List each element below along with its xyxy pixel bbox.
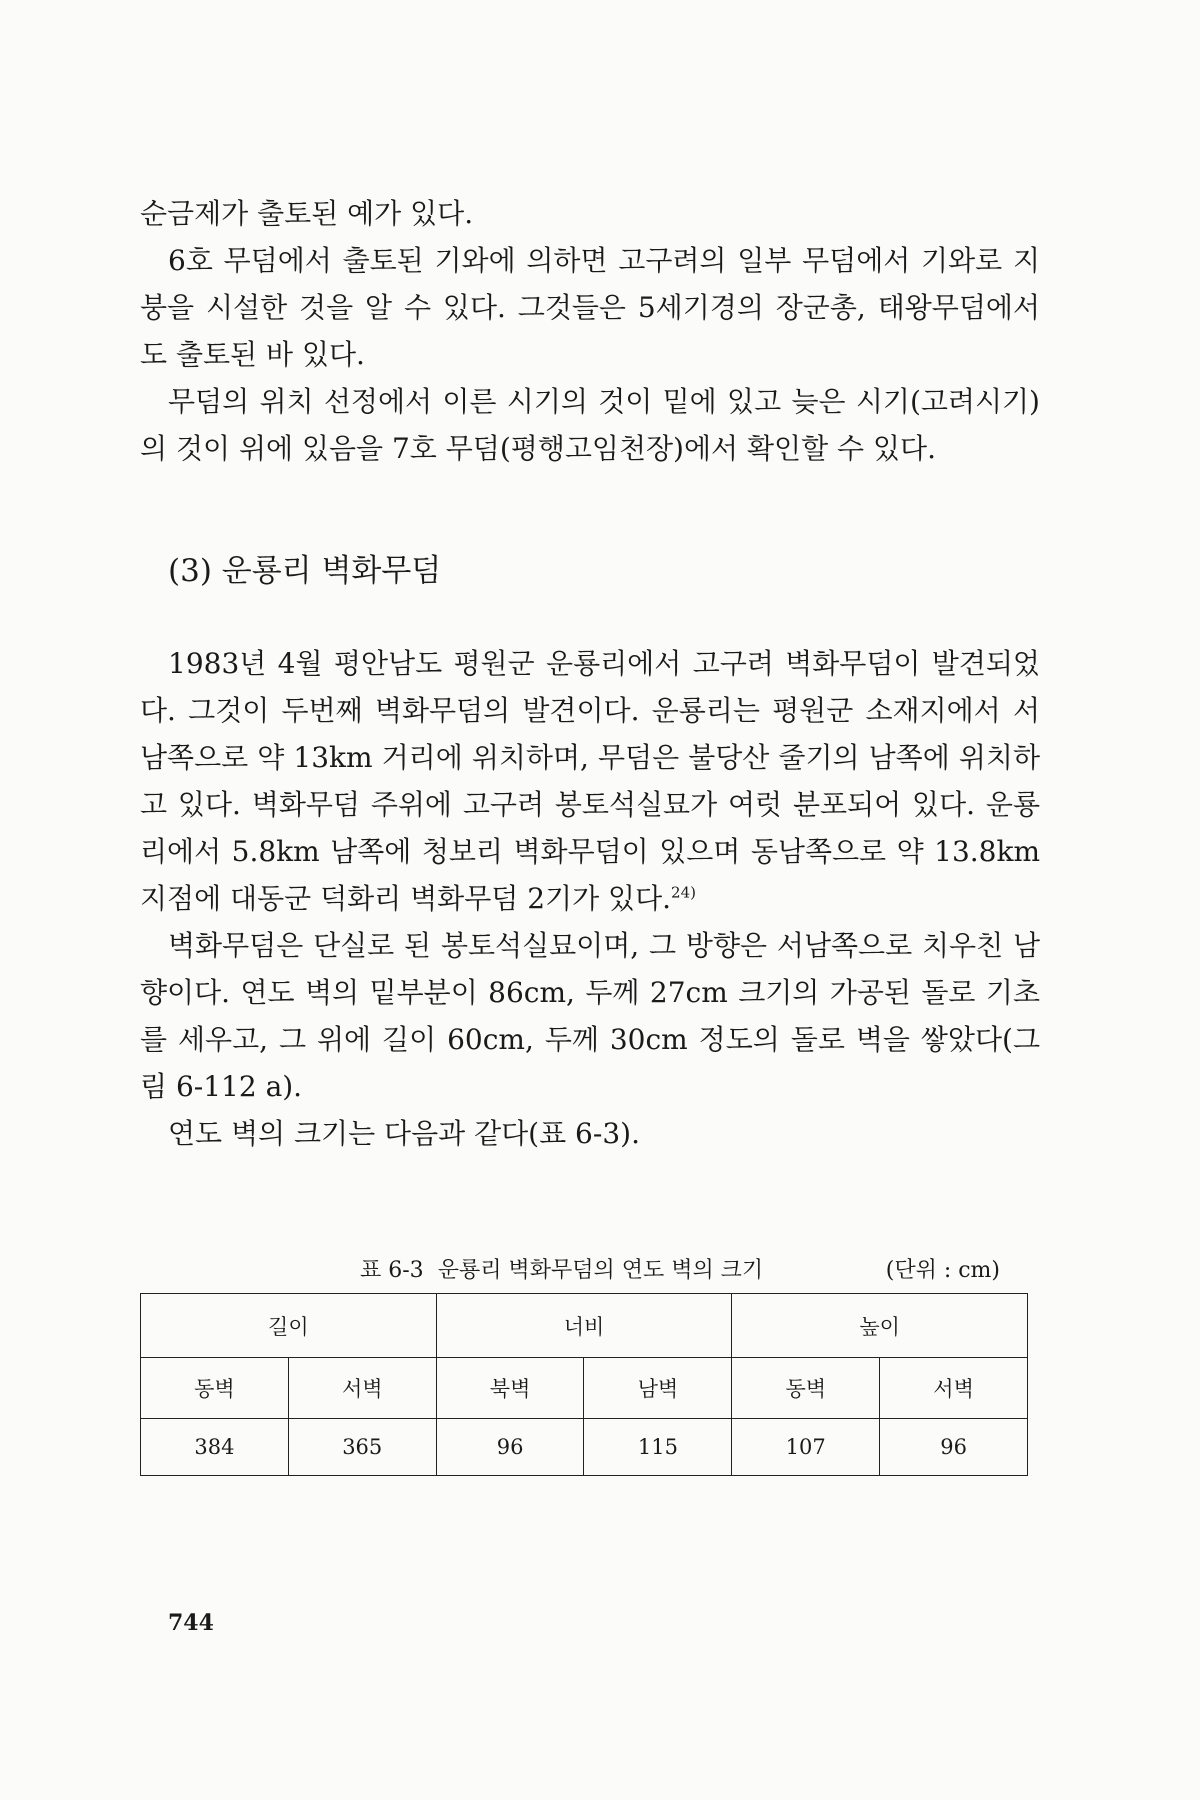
page-number: 744 xyxy=(168,1610,214,1636)
value-cell: 96 xyxy=(880,1419,1028,1476)
value-cell: 107 xyxy=(732,1419,880,1476)
body-text-bottom xyxy=(140,640,1040,1157)
dimension-table xyxy=(140,1293,1028,1476)
subheader-cell: 서벽 xyxy=(288,1358,436,1419)
body-text-top xyxy=(140,190,1040,472)
header-width: 너비 xyxy=(436,1294,732,1358)
subheader-cell: 북벽 xyxy=(436,1358,584,1419)
table-unit: (단위 : cm) xyxy=(885,1258,1000,1283)
table-label: 표 6-3 xyxy=(360,1258,424,1283)
value-cell: 96 xyxy=(436,1419,584,1476)
caption-left xyxy=(360,1253,777,1284)
header-height: 높이 xyxy=(732,1294,1028,1358)
section-heading: (3) 운룡리 벽화무덤 xyxy=(168,553,442,589)
paragraph xyxy=(140,640,1040,922)
table-subheader-row xyxy=(141,1358,1028,1419)
paragraph: 무덤의 위치 선정에서 이른 시기의 것이 밑에 있고 늦은 시기(고려시기)의 것이 위에 있음을 7호 무덤(평행고임천장)에서 확인할 수 있다. xyxy=(140,385,1040,465)
value-cell: 384 xyxy=(141,1419,289,1476)
subheader-cell: 동벽 xyxy=(141,1358,289,1419)
paragraph: 연도 벽의 크기는 다음과 같다(표 6-3). xyxy=(168,1117,640,1150)
subheader-cell: 서벽 xyxy=(880,1358,1028,1419)
paragraph: 벽화무덤은 단실로 된 봉토석실묘이며, 그 방향은 서남쪽으로 치우친 남향이다. 연도 벽의 밑부분이 86cm, 두께 27cm 크기의 가공된 돌로 기초를 세우고, 그 위에 길이 60cm, 두께 30cm 정도의 돌로 벽을 쌓았다(그림 6-112 a). xyxy=(140,929,1040,1103)
table-row xyxy=(141,1419,1028,1476)
table-caption xyxy=(360,1253,1000,1284)
paragraph: 순금제가 출토된 예가 있다. xyxy=(140,197,474,230)
paragraph-text: 1983년 4월 평안남도 평원군 운룡리에서 고구려 벽화무덤이 발견되었다. 그것이 두번째 벽화무덤의 발견이다. 운룡리는 평원군 소재지에서 서남쪽으로 약 13km 거리에 위치하며, 무덤은 불당산 줄기의 남쪽에 위치하고 있다. 벽화무덤 주위에 고구려 봉토석실묘가 여럿 분포되어 있다. 운룡리에서 5.8km 남쪽에 청보리 벽화무덤이 있으며 동남쪽으로 약 13.8km 지점에 대동군 덕화리 벽화무덤 2기가 있다. xyxy=(140,647,1040,915)
paragraph: 6호 무덤에서 출토된 기와에 의하면 고구려의 일부 무덤에서 기와로 지붕을 시설한 것을 알 수 있다. 그것들은 5세기경의 장군총, 태왕무덤에서도 출토된 바 있다. xyxy=(140,244,1040,371)
table-header-row xyxy=(141,1294,1028,1358)
header-length: 길이 xyxy=(141,1294,437,1358)
value-cell: 115 xyxy=(584,1419,732,1476)
value-cell: 365 xyxy=(288,1419,436,1476)
subheader-cell: 남벽 xyxy=(584,1358,732,1419)
table-title: 운룡리 벽화무덤의 연도 벽의 크기 xyxy=(437,1258,764,1283)
subheader-cell: 동벽 xyxy=(732,1358,880,1419)
footnote-marker[interactable]: 24) xyxy=(671,883,696,902)
